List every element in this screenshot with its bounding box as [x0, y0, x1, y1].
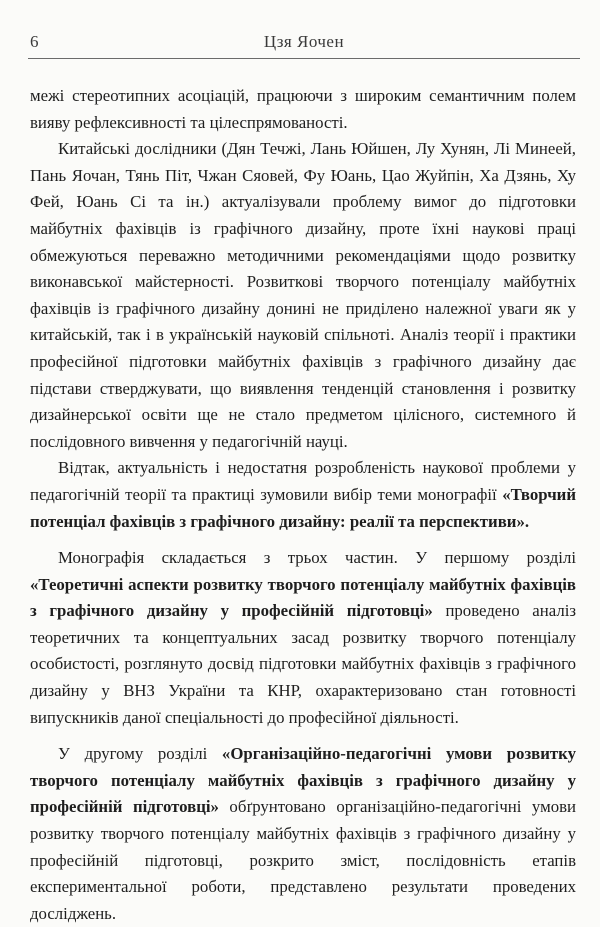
monograph-title: «Творчий потенціал фахівців з графічного дизайну: реалії та перспективи».	[30, 484, 576, 531]
paragraph-part-one-text: проведено аналіз теоретичних та концептуальних засад розвитку творчого потенціалу особистості, розглянуто досвід підготовки майбутніх фахівців з графічного дизайну у ВНЗ України та КНР, охарактеризовано стан готовності випускників даної спеціальності до професійної діяльності.	[30, 601, 576, 727]
paragraph-topic	[30, 455, 576, 535]
header-rule	[28, 58, 580, 59]
paragraph-part-two-text: обґрунтовано організаційно-педагогічні умови розвитку творчого потенціалу майбутніх фахівців з графічного дизайну у професійній підготовці, розкрито зміст, послідовність етапів експериментальної роботи, представлено результати проведених досліджень.	[30, 797, 576, 923]
paragraph-part-two	[30, 741, 576, 927]
running-head-author: Цзя Яочен	[263, 32, 345, 51]
paragraph-chinese-researchers: Китайські дослідники (Дян Течжі, Лань Юйшен, Лу Хунян, Лі Минеей, Пань Яочан, Тянь Піт, Чжан Сяовей, Фу Юань, Цао Жуйпін, Ха Дзянь, Ху Фей, Юань Сі та ін.) актуалізували проблему вимог до підготовки майбутніх фахівців із графічного дизайну, проте їхні наукові праці обмежуються переважно методичними рекомендаціями щодо розвитку виконавської майстерності. Розвиткові творчого потенціалу майбутніх фахівців із графічного дизайну донині не приділено належної уваги як у китайській, так і в українській науковій спільноті. Аналіз теорії і практики професійної підготовки майбутніх фахівців з графічного дизайну дає підстави стверджувати, що виявлення тенденцій становлення і розвитку дизайнерської освіти ще не стало предметом цілісного, системного й послідовного вивчення у педагогічній науці.	[30, 139, 576, 451]
page-number: 6	[30, 32, 39, 51]
paragraph-part-one-intro: Монографія складається з трьох частин. У першому розділі	[58, 548, 576, 568]
chapter-two-title: «Організаційно-педагогічні умови розвитку творчого потенціалу майбутніх фахівців з графічного дизайну у професійній підготовці»	[30, 744, 576, 817]
body-text	[30, 83, 576, 927]
paragraph-part-two-intro: У другому розділі	[58, 744, 222, 764]
paragraph-topic-text: Відтак, актуальність і недостатня розробленість наукової проблеми у педагогічній теорії та практиці зумовили вибір теми монографії	[30, 458, 576, 504]
paragraph-continued: межі стереотипних асоціацій, працюючи з широким семантичним полем вияву рефлексивності та цілеспрямованості.	[30, 86, 576, 132]
paragraph-part-one	[30, 545, 576, 731]
page-header	[30, 28, 578, 54]
chapter-one-title: «Теоретичні аспекти розвитку творчого потенціалу майбутніх фахівців з графічного дизайну у професійній підготовці»	[30, 574, 576, 621]
